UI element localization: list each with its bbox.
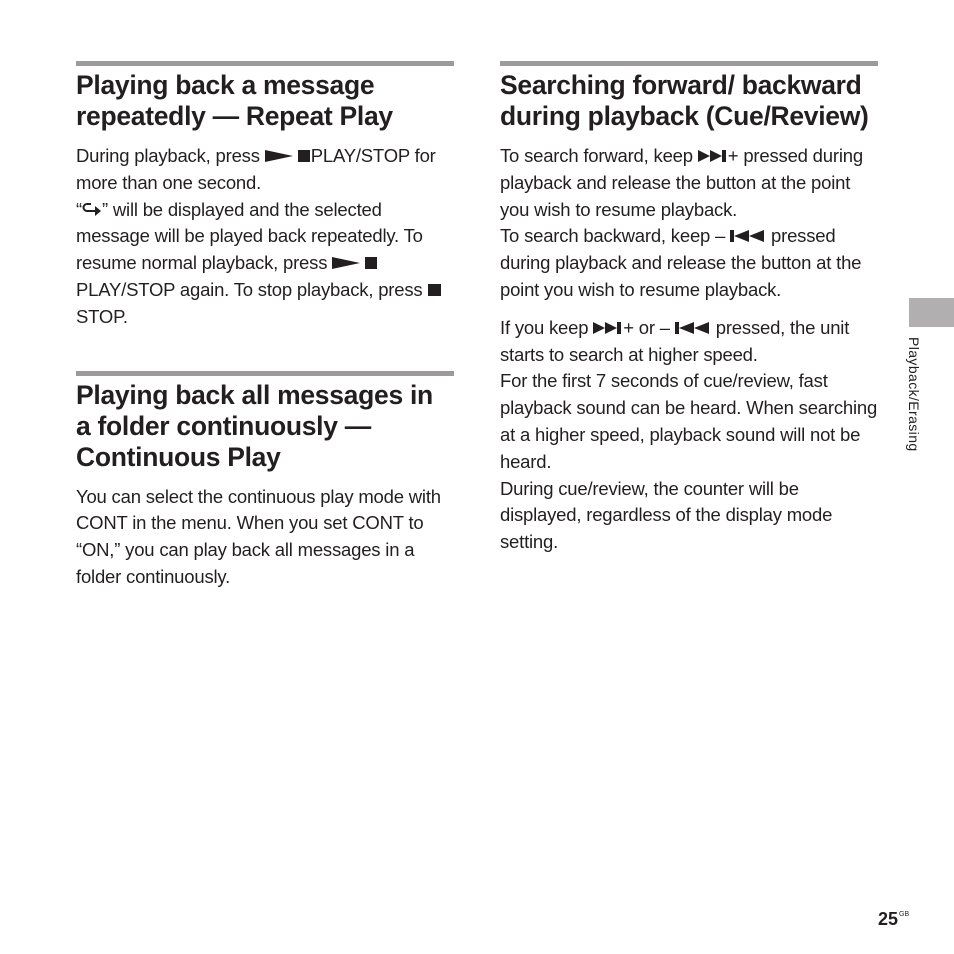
chapter-label: Playback/Erasing bbox=[906, 337, 922, 452]
section-cue-review bbox=[500, 61, 878, 556]
continuous-play-body: You can select the continuous play mode with CONT in the menu. When you set CONT to “ON,” you can play back all messages in a folder continuously. bbox=[76, 485, 441, 587]
right-column bbox=[500, 61, 878, 556]
play-stop-icon bbox=[265, 149, 311, 163]
stop-icon bbox=[427, 283, 443, 297]
previous-icon bbox=[675, 321, 711, 335]
next-icon bbox=[593, 321, 623, 335]
heading-continuous-play: Playing back all messages in a folder continuously — Continuous Play bbox=[76, 379, 433, 472]
next-icon bbox=[698, 149, 728, 163]
repeat-play-body: During playback, press PLAY/STOP for more than one second. “ ” will be displayed and the selected message will be played back repeatedly. To resume normal playback, press PLAY/STOP again. To stop playback, press STOP. bbox=[76, 143, 454, 331]
repeat-icon bbox=[82, 201, 102, 217]
play-stop-icon bbox=[332, 256, 378, 270]
previous-icon bbox=[730, 229, 766, 243]
region-code: GB bbox=[899, 911, 910, 918]
section-repeat-play bbox=[76, 61, 454, 331]
heading-cue-review: Searching forward/ backward during playback (Cue/Review) bbox=[500, 70, 869, 131]
section-continuous-play bbox=[76, 371, 454, 591]
cue-review-body-2: If you keep + or – pressed, the unit starts to search at higher speed. For the first 7 seconds of cue/review, fast playback sound can be heard. When searching at a higher speed, playback sound will not be heard. During cue/review, the counter will be displayed, regardless of the display mode setting. bbox=[500, 316, 878, 553]
cue-review-body-1: To search forward, keep + pressed during playback and release the button at the point you wish to resume playback. To search backward, keep – pressed during playback and release the button at the point you wish to resume playback. bbox=[500, 145, 863, 300]
page-number bbox=[878, 909, 909, 930]
heading-repeat-play: Playing back a message repeatedly — Repeat Play bbox=[76, 70, 393, 131]
page-number-value: 25 bbox=[878, 909, 899, 929]
chapter-tab bbox=[909, 298, 954, 327]
left-column bbox=[76, 61, 454, 591]
